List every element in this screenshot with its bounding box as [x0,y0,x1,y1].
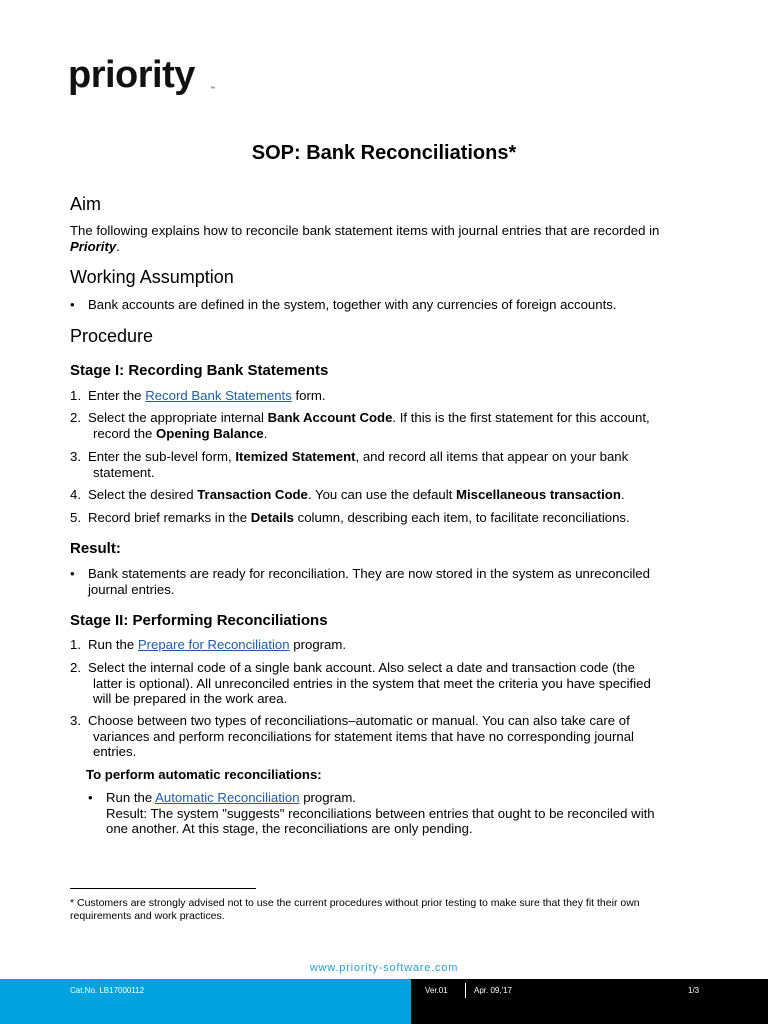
step-text: will be prepared in the work area. [93,691,288,706]
itemized-statement-term: Itemized Statement [235,449,356,464]
step-text: form. [291,388,326,403]
stage2-step-3 [88,713,700,760]
bullet-marker: • [70,297,75,312]
step-text: Select the desired [88,487,198,502]
step-text: variances and perform reconciliations for statement items that have no corresponding journal [93,728,634,744]
auto-reconcile-bullet [106,790,706,837]
stage2-heading: Stage II: Performing Reconciliations [70,612,328,629]
aim-priority-term: Priority [70,238,117,254]
step-text: statement. [93,464,155,480]
step-text: record the [93,425,157,441]
step-number: 2. [70,660,81,675]
step-text: Enter the [88,388,146,403]
aim-text-end: . [116,238,120,254]
step-number: 3. [70,713,81,728]
footnote: * Customers are strongly advised not to use the current procedures without prior testing to make sure that they fit their own requirements and work practices. [70,897,640,922]
step-number: 2. [70,410,81,425]
step-text: Select the appropriate internal [88,410,268,425]
stage2-step-2 [88,660,700,707]
step-text: Run the [88,637,138,652]
step-text: Run the [106,790,156,805]
stage1-step-1 [88,388,700,404]
misc-transaction-term: Miscellaneous transaction [456,487,621,502]
aim-text-body: The following explains how to reconcile bank statement items with journal entries that are recorded in [70,223,660,238]
trademark-mark: ™ [210,86,215,92]
bullet-marker: • [70,566,75,581]
stage2-step-1 [88,637,700,653]
opening-balance-term: Opening Balance [156,425,264,441]
step-text: column, describing each item, to facilitate reconciliations. [293,510,630,525]
step-text: program. [299,790,356,805]
step-number: 4. [70,487,81,502]
step-number: 1. [70,388,81,403]
stage1-step-5 [88,510,700,526]
catalog-number: Cat.No. LB17000112 [70,986,145,995]
step-text: . You can use the default [307,487,457,502]
step-text: Record brief remarks in the [88,510,251,525]
step-text: . [620,487,625,502]
step-number: 3. [70,449,81,464]
result-line: journal entries. [88,581,175,597]
aim-heading: Aim [70,194,101,214]
auto-reconcile-heading: To perform automatic reconciliations: [86,767,322,782]
transaction-code-term: Transaction Code [197,487,308,502]
footer-separator [465,983,466,998]
page-title: SOP: Bank Reconciliations* [251,142,517,164]
page-number: 1/3 [688,986,700,995]
result-heading: Result: [70,540,121,557]
assumption-heading: Working Assumption [70,267,234,287]
stage1-step-2 [88,410,700,441]
bullet-marker: • [88,790,93,805]
result-bullet [88,566,700,597]
record-bank-statements-link[interactable]: Record Bank Statements [145,388,292,403]
step-text: Choose between two types of reconciliations–automatic or manual. You can also take care of [88,713,630,728]
step-number: 1. [70,637,81,652]
procedure-heading: Procedure [70,326,154,346]
stage1-step-4 [88,487,700,503]
stage1-heading: Stage I: Recording Bank Statements [70,362,329,379]
prepare-for-reconciliation-link[interactable]: Prepare for Reconciliation [137,637,290,652]
bank-account-code-term: Bank Account Code [267,410,393,425]
date: Apr. 09,'17 [474,986,512,995]
footnote-divider [70,888,256,889]
step-text: Select the internal code of a single bank account. Also select a date and transaction code (the [88,660,635,675]
result-line: Bank statements are ready for reconciliation. They are now stored in the system as unreconciled [88,566,650,581]
step-text: . If this is the first statement for this account, [392,410,650,425]
version: Ver.01 [425,986,448,995]
assumption-bullet: Bank accounts are defined in the system, together with any currencies of foreign accounts. [88,297,617,312]
step-text: one another. At this stage, the reconciliations are only pending. [106,821,473,836]
step-text: entries. [93,744,137,759]
step-text: . [263,425,268,441]
aim-text [70,223,700,254]
step-text: program. [289,637,347,652]
step-number: 5. [70,510,81,525]
step-text: , and record all items that appear on your bank [355,449,629,464]
step-text: Enter the sub-level form, [88,449,236,464]
step-text: Result: The system "suggests" reconciliations between entries that ought to be reconciled with [106,805,655,821]
stage1-step-3 [88,449,700,480]
priority-logo: priority [68,54,195,96]
automatic-reconciliation-link[interactable]: Automatic Reconciliation [155,790,300,805]
step-text: latter is optional). All unreconciled entries in the system that meet the criteria you have specified [93,675,651,691]
details-term: Details [250,510,294,525]
website-url[interactable]: www.priority-software.com [309,962,459,974]
